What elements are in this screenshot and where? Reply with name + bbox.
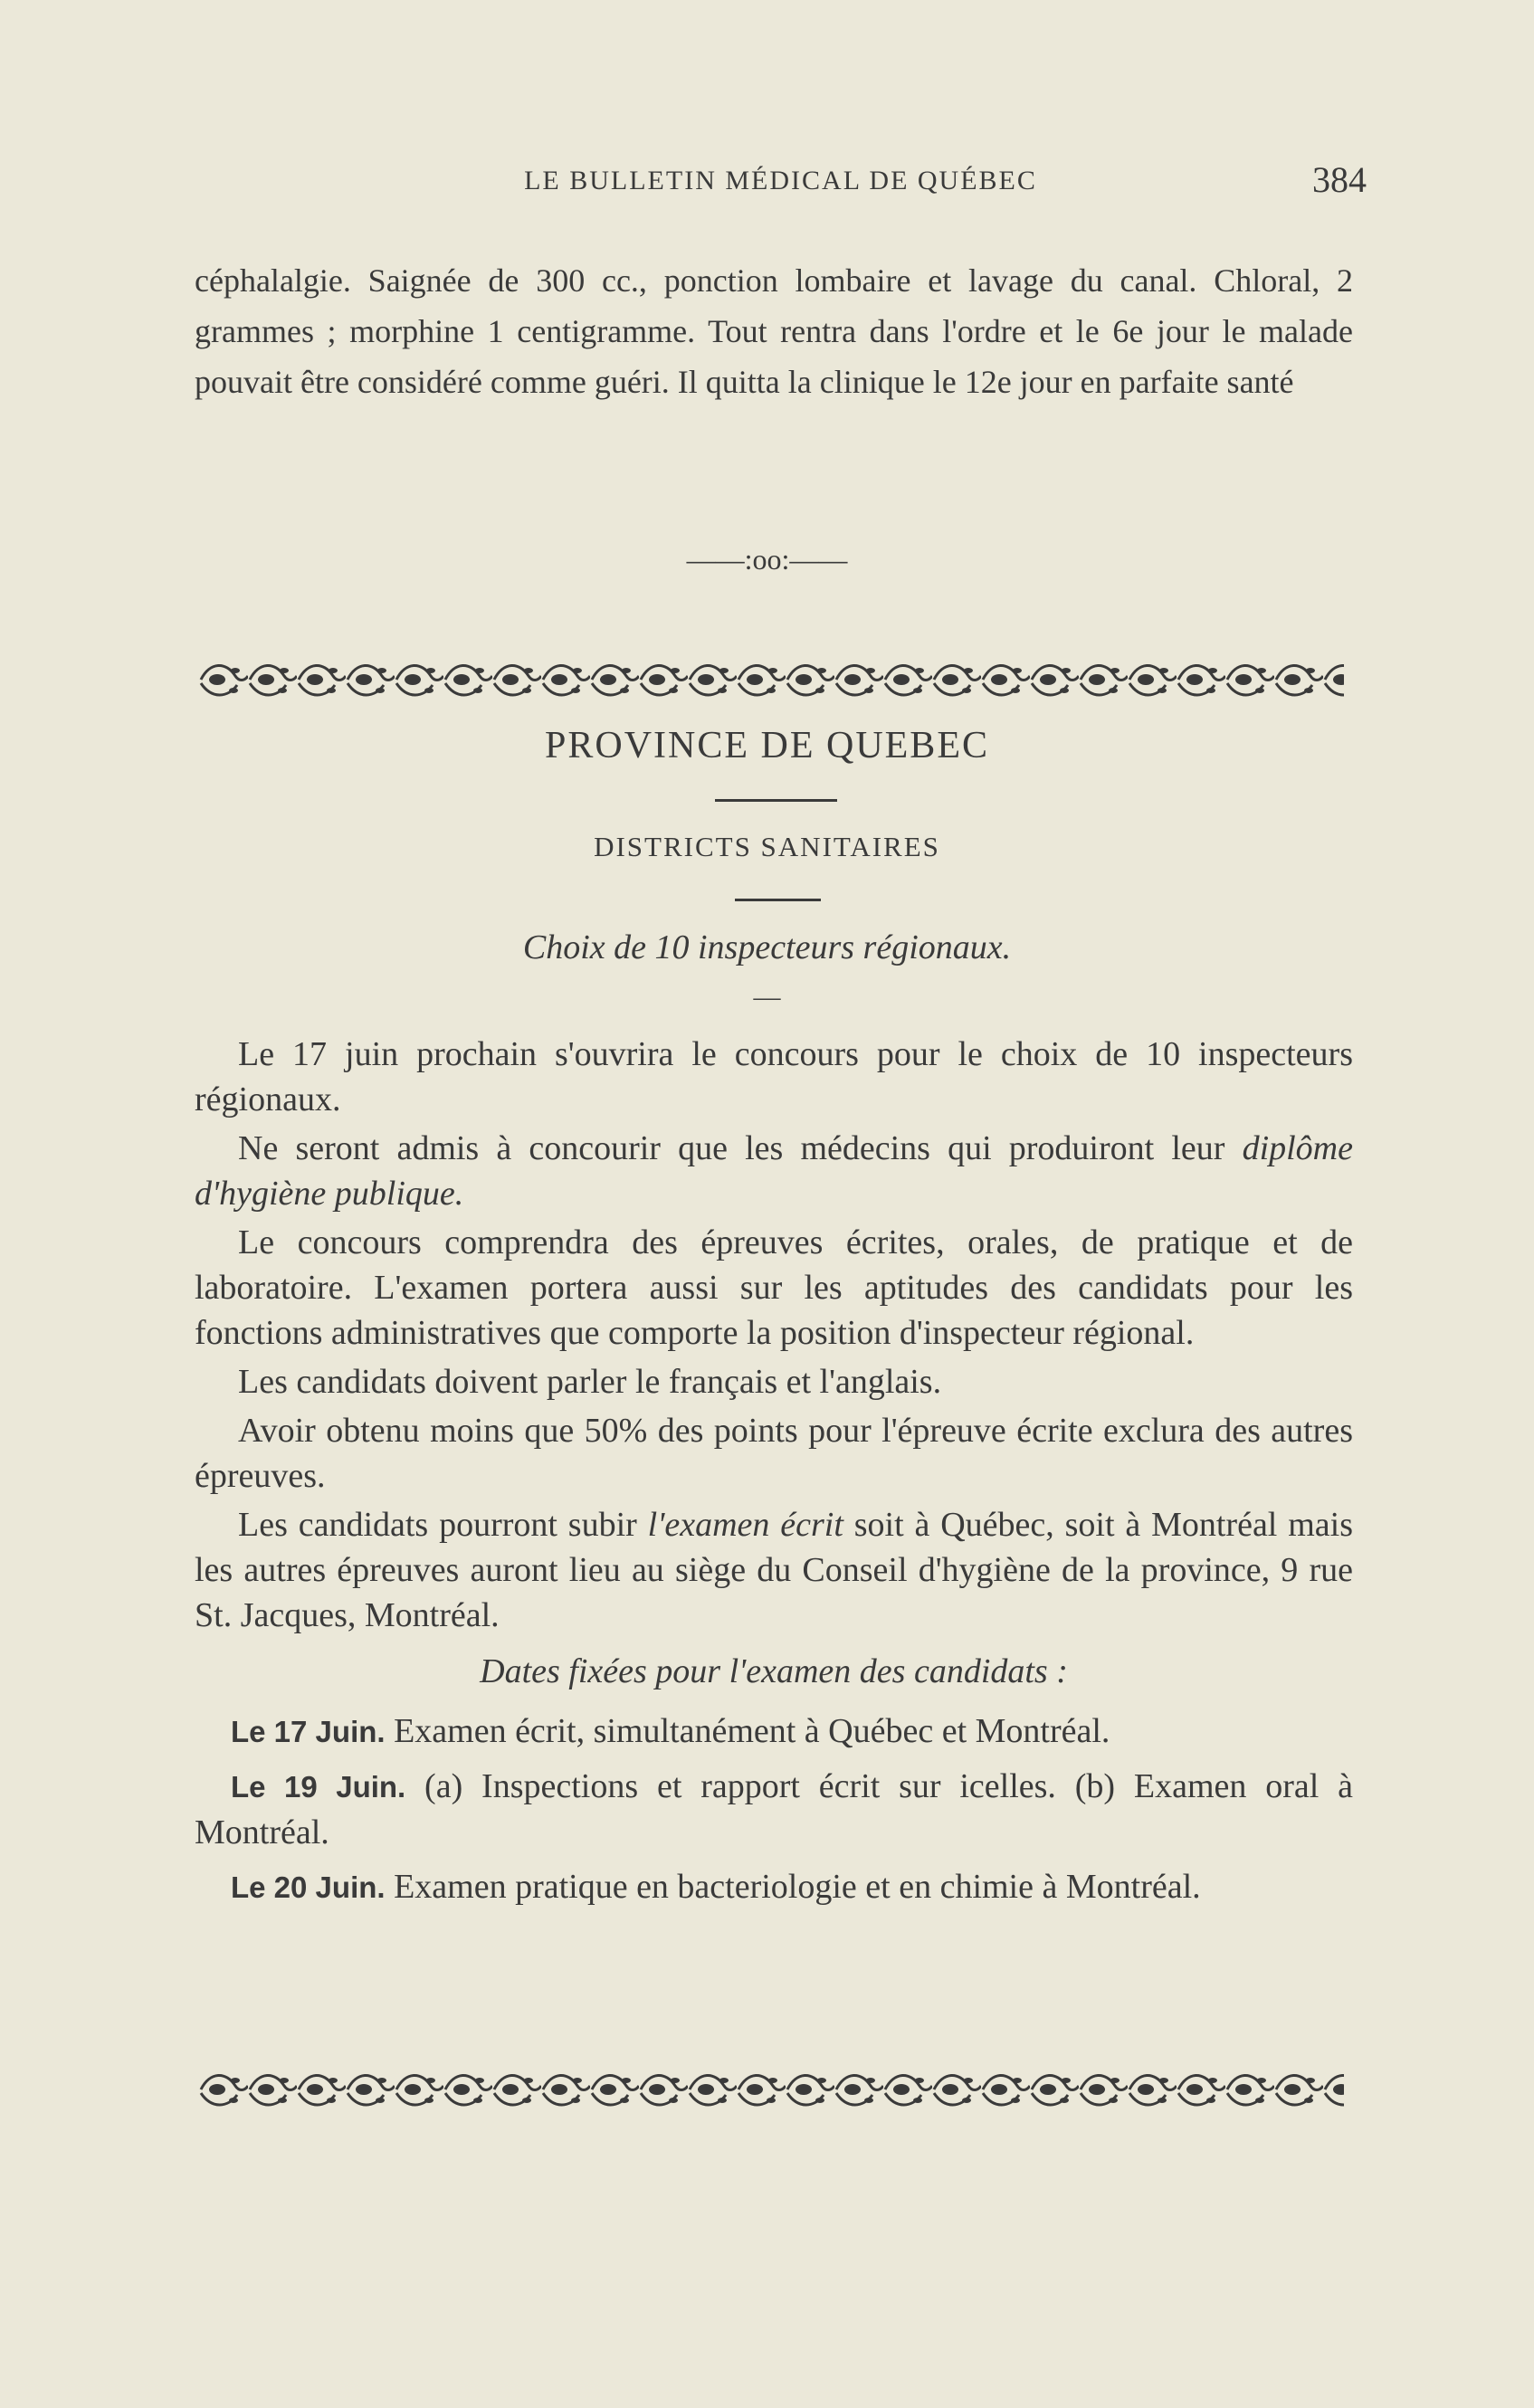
page-number: 384: [1312, 159, 1367, 200]
heading-dash: —: [753, 982, 781, 1012]
date-label: Le 19 Juin.: [231, 1770, 406, 1804]
subtitle-rule: [735, 899, 821, 901]
section-subtitle: DISTRICTS SANITAIRES: [594, 831, 940, 862]
top-paragraph-text: céphalalgie. Saignée de 300 cc., ponction lombaire et lavage du canal. Chloral, 2 grammes ; morphine 1 centigramme. Tout rentra dans l'ordre et le 6e jour le malade pouvait être considéré comme guéri. Il quitta la clinique le 12e jour en parfaite santé: [195, 262, 1353, 400]
date-item: [195, 1864, 1353, 1910]
title-rule: [715, 799, 837, 802]
ornament-border-top: [199, 658, 1344, 701]
section-title: PROVINCE DE QUEBEC: [544, 725, 989, 766]
date-item: [195, 1764, 1353, 1855]
running-title: LE BULLETIN MÉDICAL DE QUÉBEC: [524, 166, 1037, 195]
italic-text: l'examen écrit: [647, 1506, 843, 1544]
dates-heading: Dates fixées pour l'examen des candidats :: [480, 1652, 1068, 1690]
paragraph: Les candidats doivent parler le français et l'anglais.: [238, 1363, 942, 1401]
paragraph: Le concours comprendra des épreuves écrites, orales, de pratique et de laboratoire. L'examen portera aussi sur les aptitudes des candidats pour les fonctions administratives que comporte la position d'inspecteur régional.: [195, 1223, 1353, 1352]
date-label: Le 17 Juin.: [231, 1715, 386, 1748]
paragraph-text: Les candidats pourront subir: [238, 1506, 648, 1544]
paragraph: [195, 1126, 1353, 1216]
section-separator: ——:oo:——: [686, 543, 848, 576]
running-head: [195, 158, 1367, 204]
paragraph: Avoir obtenu moins que 50% des points pour l'épreuve écrite exclura des autres épreuves.: [195, 1412, 1353, 1495]
main-text: [195, 1032, 1353, 1919]
date-text: Examen pratique en bacteriologie et en chimie à Montréal.: [394, 1868, 1201, 1906]
date-text: Examen écrit, simultanément à Québec et Montréal.: [394, 1712, 1110, 1750]
date-item: [195, 1708, 1353, 1755]
paragraph: [195, 1502, 1353, 1638]
date-text: (a) Inspections et rapport écrit sur icelles. (b) Examen oral à Montréal.: [195, 1767, 1353, 1851]
date-label: Le 20 Juin.: [231, 1870, 386, 1904]
ornament-border-bottom: [199, 2068, 1344, 2111]
top-paragraph: [195, 255, 1353, 407]
italic-text: diplôme d'hygiène publique.: [195, 1129, 1353, 1213]
paragraph: Le 17 juin prochain s'ouvrira le concours pour le choix de 10 inspecteurs régionaux.: [195, 1035, 1353, 1118]
section-heading: Choix de 10 inspecteurs régionaux.: [522, 928, 1012, 966]
paragraph-text: soit à Québec, soit à Montréal mais les autres épreuves auront lieu au siège du Conseil d'hygiène de la province, 9 rue St. Jacques, Montréal.: [195, 1506, 1353, 1634]
paragraph-text: Ne seront admis à concourir que les médecins qui produiront leur: [238, 1129, 1243, 1167]
